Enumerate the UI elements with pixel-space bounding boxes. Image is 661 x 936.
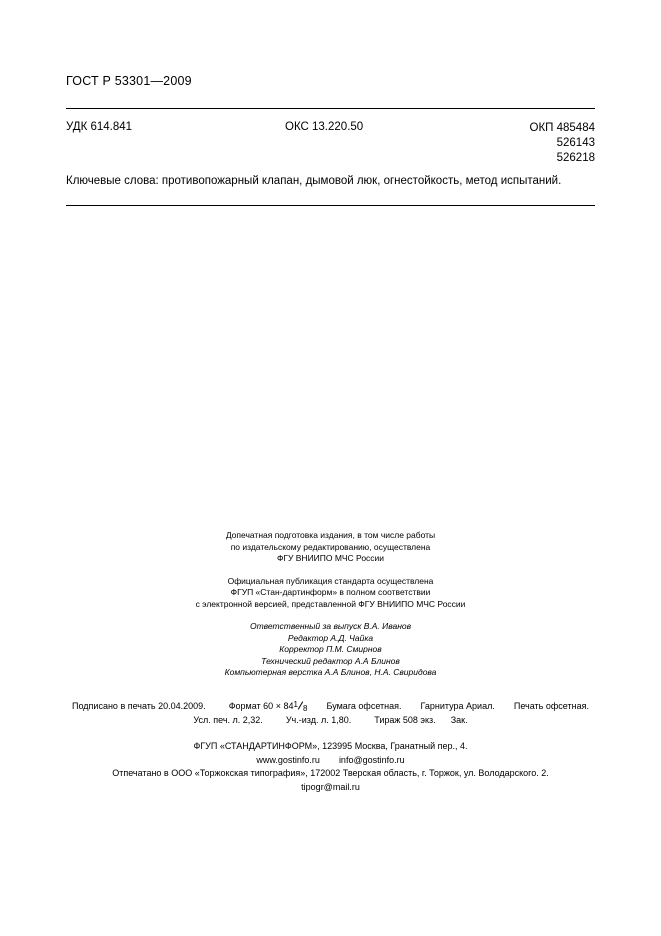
- standard-number: ГОСТ Р 53301—2009: [66, 74, 192, 88]
- udk-code: УДК 614.841: [66, 121, 133, 133]
- okp-code: ОКП 485484: [529, 122, 595, 134]
- paper-type: Бумага офсетная.: [326, 701, 402, 711]
- prepress-line: ФГУ ВНИИПО МЧС России: [276, 553, 385, 563]
- codes-row: [66, 121, 595, 164]
- printer-line: Отпечатано в ООО «Торжокская типография», 172002 Тверская область, г. Торжок, ул. Володарского. 2.: [112, 768, 549, 778]
- fraction-numerator: 1: [293, 700, 298, 710]
- credits-list: [0, 621, 661, 679]
- keywords-line: Ключевые слова: противопожарный клапан, дымовой люк, огнестойкость, метод испытаний.: [66, 175, 562, 187]
- prepress-line: Допечатная подготовка издания, в том числе работы: [225, 530, 436, 540]
- divider-top: [66, 108, 595, 109]
- print-method: Печать офсетная.: [513, 701, 589, 711]
- format-fraction: [293, 701, 307, 712]
- credit-line: Ответственный за выпуск В.А. Иванов: [249, 621, 412, 631]
- format-value: 84: [283, 701, 294, 711]
- publisher-email[interactable]: info@gostinfo.ru: [338, 754, 405, 765]
- multiply-sign: ×: [275, 701, 281, 711]
- credit-line: Компьютерная верстка А.А Блинов, Н.А. Свиридова: [224, 667, 437, 677]
- publishing-sheets: Уч.-изд. л. 1,80.: [285, 714, 352, 725]
- prepress-note: [0, 530, 661, 565]
- official-line: с электронной версией, представленной ФГУ ВНИИПО МЧС России: [195, 598, 466, 609]
- circulation: Тираж 508 экз.: [374, 714, 436, 725]
- fraction-denominator: 8: [303, 703, 308, 713]
- official-publication-note: [0, 576, 661, 611]
- colophon: [0, 530, 661, 679]
- imprint-line-1: [0, 700, 661, 714]
- okp-code-extra-1: 526143: [556, 137, 595, 149]
- order-number: Зак.: [450, 714, 468, 725]
- credit-line: Редактор А.Д. Чайка: [287, 632, 374, 643]
- publisher-line: ФГУП «СТАНДАРТИНФОРМ», 123995 Москва, Гранатный пер., 4.: [193, 741, 468, 751]
- print-date: Подписано в печать 20.04.2009.: [72, 701, 206, 711]
- official-line: Официальная публикация стандарта осуществлена: [227, 575, 434, 586]
- oks-code: ОКС 13.220.50: [285, 121, 364, 133]
- format-label: Формат 60: [228, 701, 274, 711]
- printed-sheets: Усл. печ. л. 2,32.: [193, 714, 263, 725]
- imprint-block: [0, 700, 661, 794]
- typeface: Гарнитура Ариал.: [420, 701, 495, 711]
- credit-line: Технический редактор А.А Блинов: [261, 655, 400, 666]
- okp-codes: [530, 121, 595, 166]
- publisher-contacts: [0, 754, 661, 768]
- printer-email[interactable]: tipogr@mail.ru: [301, 781, 360, 792]
- official-line: ФГУП «Стан-дартинформ» в полном соответствии: [230, 587, 431, 597]
- prepress-line: по издательскому редактированию, осуществлена: [230, 541, 431, 552]
- publisher-website[interactable]: www.gostinfo.ru: [256, 754, 320, 765]
- okp-code-extra-2: 526218: [556, 152, 595, 164]
- imprint-line-2: [0, 714, 661, 728]
- divider-bottom: [66, 205, 595, 206]
- credit-line: Корректор П.М. Смирнов: [279, 644, 382, 654]
